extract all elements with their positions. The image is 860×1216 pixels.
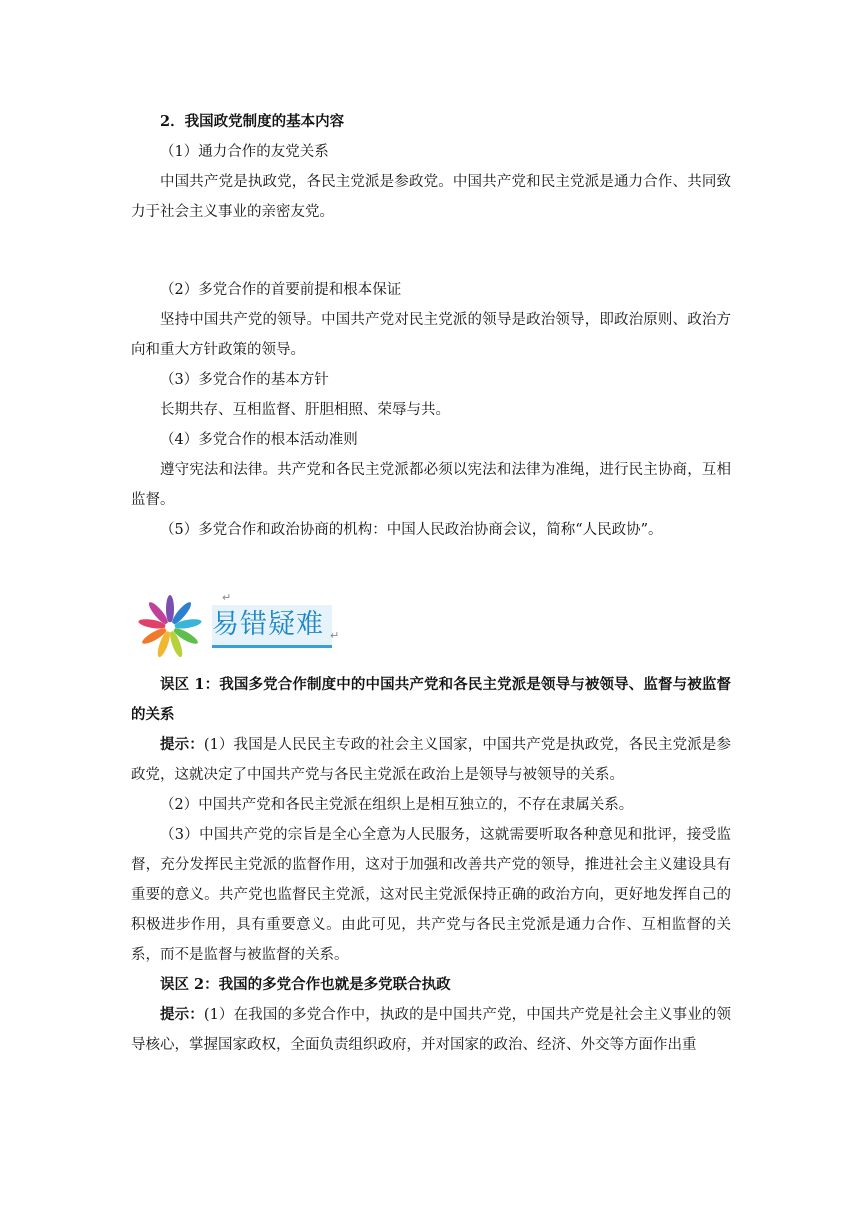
error-prone-logo [130,587,345,665]
misconception-2-title: 误区 2：我国的多党合作也就是多党联合执政 [160,976,451,993]
misconception-2-hint-1 [131,1000,731,1060]
misconception-1 [131,670,731,1060]
subheading-5: （5）多党合作和政治协商的机构：中国人民政治协商会议，简称“人民政协”。 [160,522,663,538]
section-basic-content-cont [131,275,731,545]
subheading-2: （2）多党合作的首要前提和根本保证 [160,282,402,298]
paragraph-3: 长期共存、互相监督、肝胆相照、荣辱与共。 [160,402,450,418]
section-basic-content [131,107,731,227]
misconception-1-hint-1 [131,730,731,790]
hint-text: (1）我国是人民民主专政的社会主义国家，中国共产党是执政党，各民主党派是参政党，这就决定了中国共产党与各民主党派在政治上是领导与被领导的关系。 [131,737,731,783]
subheading-4: （4）多党合作的根本活动准则 [160,432,358,448]
misconception-1-title: 误区 1：我国多党合作制度中的中国共产党和各民主党派是领导与被领导、监督与被监督的关系 [131,676,731,723]
logo-title: 易错疑难 [212,605,332,648]
hint-label: 提示： [160,736,204,753]
misconception-1-hint-2: （2）中国共产党和各民主党派在组织上是相互独立的，不存在隶属关系。 [160,797,634,813]
hint-text: (1）在我国的多党合作中，执政的是中国共产党，中国共产党是社会主义事业的领导核心，掌握国家政权，全面负责组织政府，并对国家的政治、经济、外交等方面作出重 [131,1007,731,1053]
paragraph-mark-icon: ↵ [330,629,340,642]
subheading-3: （3）多党合作的基本方针 [160,372,329,388]
section-heading: 2．我国政党制度的基本内容 [160,113,345,130]
paragraph-mark-icon: ↵ [222,591,232,604]
paragraph-2: 坚持中国共产党的领导。中国共产党对民主党派的领导是政治领导，即政治原则、政治方向和重大方针政策的领导。 [131,312,731,358]
flower-icon [130,587,210,665]
hint-label: 提示： [160,1006,204,1023]
paragraph-1: 中国共产党是执政党，各民主党派是参政党。中国共产党和民主党派是通力合作、共同致力于社会主义事业的亲密友党。 [131,174,731,220]
paragraph-4: 遵守宪法和法律。共产党和各民主党派都必须以宪法和法律为准绳，进行民主协商，互相监督。 [131,462,731,508]
subheading-1: （1）通力合作的友党关系 [160,144,329,160]
misconception-1-hint-3: （3）中国共产党的宗旨是全心全意为人民服务，这就需要听取各种意见和批评，接受监督，充分发挥民主党派的监督作用，这对于加强和改善共产党的领导，推进社会主义建设具有重要的意义。共产党也监督民主党派，这对民主党派保持正确的政治方向，更好地发挥自己的积极进步作用，具有重要意义。由此可见，共产党与各民主党派是通力合作、互相监督的关系，而不是监督与被监督的关系。 [131,827,731,963]
